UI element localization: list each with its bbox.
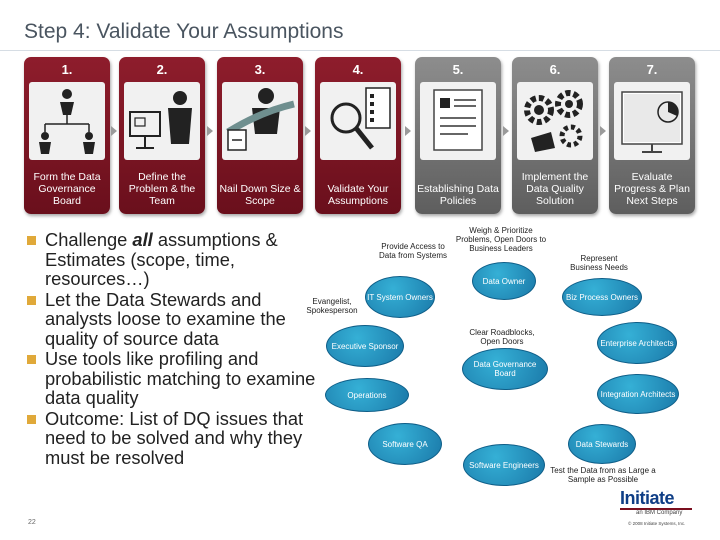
slide-number: 22 xyxy=(28,519,36,526)
org-chart-icon xyxy=(29,82,105,160)
bullet-item: Challenge all assumptions & Estimates (scope, time, resources…) xyxy=(33,230,333,289)
node-executive-sponsor[interactable]: Executive Sponsor xyxy=(326,325,404,367)
step-number: 1. xyxy=(61,62,73,77)
node-data-owner[interactable]: Data Owner xyxy=(472,262,536,300)
step-label: Form the Data Governance Board xyxy=(33,171,101,207)
node-data-stewards[interactable]: Data Stewards xyxy=(568,424,636,464)
note-weigh-prioritize: Weigh & Prioritize Problems, Open Doors to Business Leaders xyxy=(455,226,547,253)
bullet-marker xyxy=(27,236,36,245)
step-number: 6. xyxy=(549,62,561,77)
chevron-right-icon xyxy=(503,126,509,136)
step-number: 7. xyxy=(646,62,658,77)
step-number: 4. xyxy=(352,62,364,77)
chevron-right-icon xyxy=(405,126,411,136)
step-card-7[interactable] xyxy=(609,57,695,214)
node-integration-architects[interactable]: Integration Architects xyxy=(597,374,679,414)
note-test-data: Test the Data from as Large a Sample as Possible xyxy=(550,466,656,484)
step-label: Implement the Data Quality Solution xyxy=(521,171,589,207)
step-card-3[interactable] xyxy=(217,57,303,214)
step-number: 2. xyxy=(156,62,168,77)
node-operations[interactable]: Operations xyxy=(325,378,409,412)
node-data-governance-board[interactable]: Data Governance Board xyxy=(462,348,548,390)
node-biz-process-owners[interactable]: Biz Process Owners xyxy=(562,278,642,316)
node-enterprise-architects[interactable]: Enterprise Architects xyxy=(597,322,677,364)
bullet-item: Outcome: List of DQ issues that need to be solved and why they must be resolved xyxy=(33,409,333,468)
node-it-system-owners[interactable]: IT System Owners xyxy=(365,276,435,318)
presentation-icon xyxy=(124,82,200,160)
bullet-marker xyxy=(27,355,36,364)
magnifier-checklist-icon xyxy=(320,82,396,160)
step-card-5[interactable] xyxy=(415,57,501,214)
bullet-marker xyxy=(27,296,36,305)
note-evangelist: Evangelist, Spokesperson xyxy=(306,297,358,315)
progress-chart-icon xyxy=(614,82,690,160)
step-number: 3. xyxy=(254,62,266,77)
step-card-4[interactable] xyxy=(315,57,401,214)
bullet-marker xyxy=(27,415,36,424)
step-label: Validate Your Assumptions xyxy=(327,183,389,207)
copyright-text: © 2008 Initiate Systems, Inc. xyxy=(628,521,686,526)
chevron-right-icon xyxy=(305,126,311,136)
note-represent-needs: Represent Business Needs xyxy=(570,254,628,272)
bullet-item: Use tools like profiling and probabilistic matching to examine data quality xyxy=(33,349,333,408)
company-logo: Initiate an IBM Company xyxy=(620,488,692,518)
node-software-qa[interactable]: Software QA xyxy=(368,423,442,465)
bullet-list xyxy=(33,230,333,468)
page-title: Step 4: Validate Your Assumptions xyxy=(24,20,344,43)
step-label: Define the Problem & the Team xyxy=(128,171,196,207)
step-card-2[interactable] xyxy=(119,57,205,214)
note-clear-roadblocks: Clear Roadblocks, Open Doors xyxy=(469,328,535,346)
step-label: Nail Down Size & Scope xyxy=(219,183,301,207)
step-label: Evaluate Progress & Plan Next Steps xyxy=(614,171,690,207)
node-software-engineers[interactable]: Software Engineers xyxy=(463,444,545,486)
dataflow-icon xyxy=(222,82,298,160)
step-label: Establishing Data Policies xyxy=(417,183,499,207)
policy-document-icon xyxy=(420,82,496,160)
chevron-right-icon xyxy=(207,126,213,136)
step-card-1[interactable] xyxy=(24,57,110,214)
gears-icon xyxy=(517,82,593,160)
title-divider xyxy=(0,50,720,51)
chevron-right-icon xyxy=(111,126,117,136)
step-number: 5. xyxy=(452,62,464,77)
note-provide-access: Provide Access to Data from Systems xyxy=(378,242,447,260)
step-card-6[interactable] xyxy=(512,57,598,214)
chevron-right-icon xyxy=(600,126,606,136)
bullet-item: Let the Data Stewards and analysts loose to examine the quality of source data xyxy=(33,290,333,349)
